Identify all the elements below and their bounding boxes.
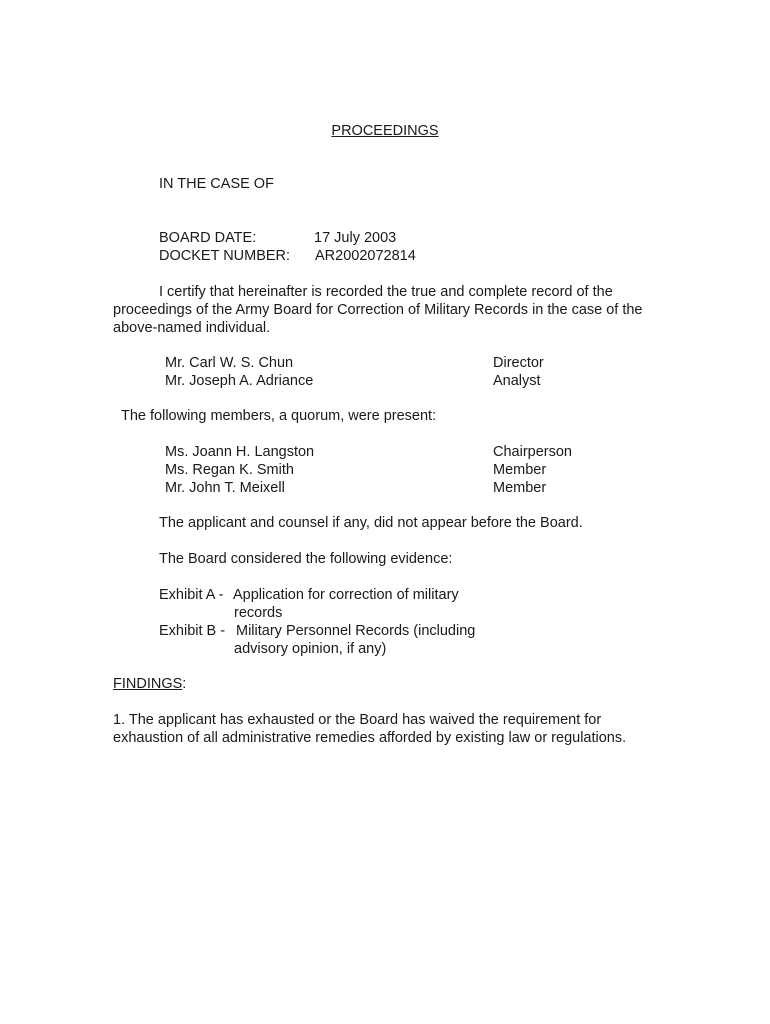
certification-paragraph: I certify that hereinafter is recorded the true and complete record of the proceedings of the Army Board for Correction of Military Records in the case of the above-named individual. xyxy=(113,284,643,336)
exhibit-a-label: Exhibit A - xyxy=(159,587,224,603)
staff-role-analyst: Analyst xyxy=(493,373,541,389)
board-date-value: 17 July 2003 xyxy=(314,230,397,246)
document-title: PROCEEDINGS xyxy=(331,123,439,139)
exhibit-a-line1: Application for correction of military xyxy=(233,587,459,603)
member-name-meixell: Mr. John T. Meixell xyxy=(165,480,285,496)
member-role-chairperson: Chairperson xyxy=(493,444,572,460)
staff-name-analyst: Mr. Joseph A. Adriance xyxy=(165,373,314,389)
staff-role-director: Director xyxy=(493,355,544,371)
exhibit-b-line1: Military Personnel Records (including xyxy=(236,623,476,639)
findings-heading-text: FINDINGS xyxy=(113,676,183,692)
member-role-meixell: Member xyxy=(493,480,547,496)
appearance-statement: The applicant and counsel if any, did not appear before the Board. xyxy=(159,515,583,531)
quorum-statement: The following members, a quorum, were present: xyxy=(121,408,437,424)
case-of-heading: IN THE CASE OF xyxy=(159,176,274,192)
member-role-smith: Member xyxy=(493,462,547,478)
member-name-smith: Ms. Regan K. Smith xyxy=(165,462,294,478)
exhibit-a-line2: records xyxy=(234,605,283,621)
exhibit-b-label: Exhibit B - xyxy=(159,623,226,639)
findings-heading xyxy=(113,675,186,693)
board-date-label: BOARD DATE: xyxy=(159,230,257,246)
findings-item-1: 1. The applicant has exhausted or the Board has waived the requirement for exhaustion of all administrative remedies afforded by existing law or regulations. xyxy=(113,712,627,746)
docket-number-label: DOCKET NUMBER: xyxy=(159,248,291,264)
evidence-intro: The Board considered the following evidence: xyxy=(159,551,453,567)
member-name-chairperson: Ms. Joann H. Langston xyxy=(165,444,315,460)
findings-heading-colon: : xyxy=(182,676,187,692)
docket-number-value: AR2002072814 xyxy=(315,248,416,264)
exhibit-b-line2: advisory opinion, if any) xyxy=(234,641,387,657)
staff-name-director: Mr. Carl W. S. Chun xyxy=(165,355,294,371)
